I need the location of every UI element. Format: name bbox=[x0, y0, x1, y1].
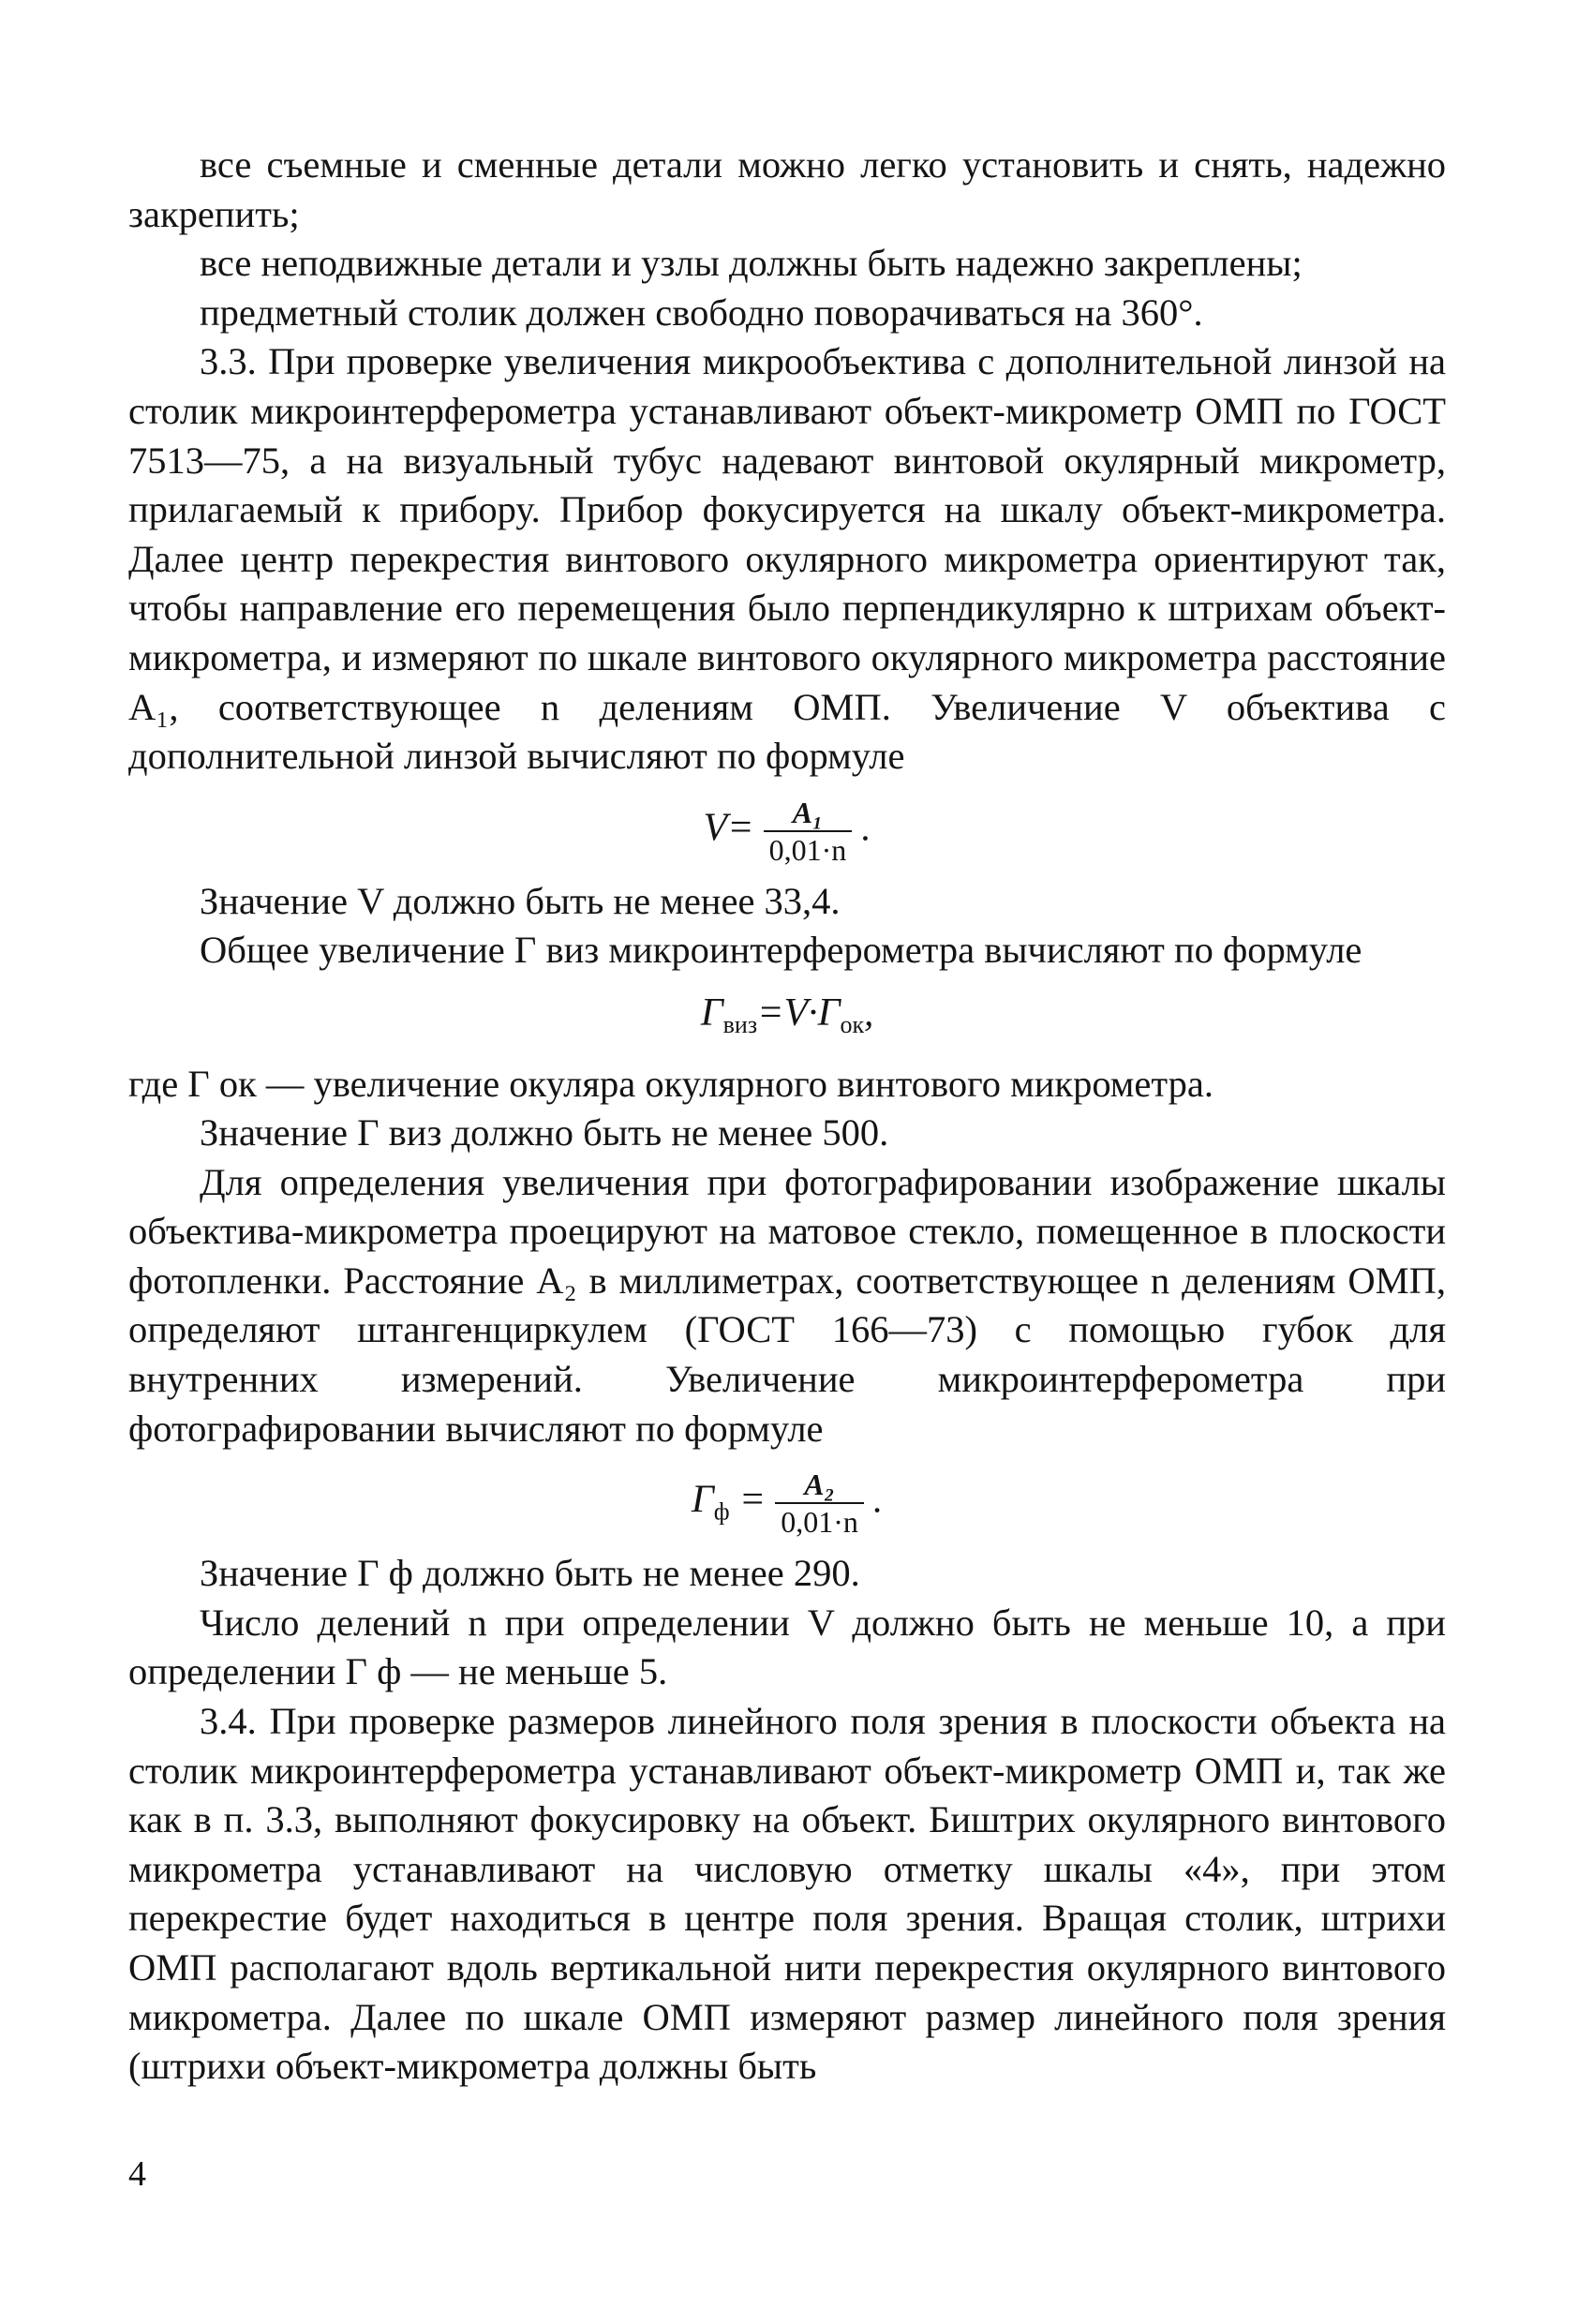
paragraph: 3.4. При проверке размеров линейного поля зрения в плоскости объекта на столик микроинтерферометра устанавливают объект-микрометр ОМП и, так же как в п. 3.3, выполняют фокусировку на объект. Биштрих окулярного винтового микрометра устанавливают на числовую отметку шкалы «4», при этом перекрестие будет находиться в центре поля зрения. Вращая столик, штрихи ОМП располагают вдоль вертикальной нити перекрестия окулярного винтового микрометра. Далее по шкале ОМП измеряют размер линейного поля зрения (штрихи объект-микрометра должны быть bbox=[128, 1700, 1446, 2088]
formula-lhs: V= bbox=[703, 806, 754, 850]
formula-visual-magnification bbox=[128, 989, 1446, 1050]
formula-lhs: Г bbox=[691, 1478, 714, 1522]
page-number: 4 bbox=[128, 2154, 146, 2194]
body-text bbox=[128, 141, 1446, 2092]
fraction bbox=[775, 1467, 864, 1540]
formula-photo-magnification bbox=[128, 1467, 1446, 1540]
fraction-denominator: 0,01·n bbox=[768, 832, 847, 867]
paragraph: Значение V должно быть не менее 33,4. bbox=[200, 879, 841, 922]
formula-tail: . bbox=[861, 806, 871, 849]
formula-subscript: ок bbox=[840, 1010, 865, 1038]
formula-subscript: виз bbox=[722, 1010, 758, 1038]
paragraph: Число делений n при определении V должно быть не меньше 10, а при определении Г ф — не меньше 5. bbox=[128, 1601, 1446, 1693]
formula-magnification-V bbox=[128, 795, 1446, 868]
paragraph: где Г ок — увеличение окуляра окулярного винтового микрометра. bbox=[128, 1062, 1213, 1105]
paragraph: все неподвижные детали и узлы должны быть надежно закреплены; bbox=[200, 242, 1303, 285]
paragraph: 3.3. При проверке увеличения микрообъектива с дополнительной линзой на столик микроинтерферометра устанавливают объект-микрометр ОМП по ГОСТ 7513—75, а на визуальный тубус надевают винтовой окулярный микрометр, прилагаемый к прибору. Прибор фокусируется на шкалу объект-микрометра. Далее центр перекрестия винтового окулярного микрометра ориентируют так, чтобы направление его перемещения было перпендикулярно к штрихам объект-микрометра, и измеряют по шкале винтового окулярного микрометра расстояние A₁, соответствующее n делениям ОМП. Увеличение V объектива с дополнительной линзой вычисляют по формуле bbox=[128, 340, 1446, 778]
paragraph: Значение Г ф должно быть не менее 290. bbox=[200, 1552, 860, 1595]
paragraph: все съемные и сменные детали можно легко установить и снять, надежно закрепить; bbox=[128, 143, 1446, 235]
fraction-numerator: A₂ bbox=[775, 1467, 864, 1504]
formula-tail: , bbox=[864, 991, 874, 1034]
formula-tail: . bbox=[873, 1478, 884, 1521]
formula-subscript: ф bbox=[713, 1497, 730, 1526]
fraction bbox=[764, 795, 853, 868]
fraction-denominator: 0,01·n bbox=[781, 1505, 858, 1540]
paragraph: предметный столик должен свободно поворачиваться на 360°. bbox=[200, 290, 1203, 334]
paragraph: Значение Г виз должно быть не менее 500. bbox=[200, 1111, 889, 1155]
formula-lhs: Г bbox=[700, 991, 723, 1035]
paragraph: Для определения увеличения при фотографировании изображение шкалы объектива-микрометра проецируют на матовое стекло, помещенное в плоскости фотопленки. Расстояние A₂ в миллиметрах, соответствующее n делениям ОМП, определяют штангенциркулем (ГОСТ 166—73) с помощью губок для внутренних измерений. Увеличение микроинтерферометра при фотографировании вычисляют по формуле bbox=[128, 1160, 1446, 1450]
paragraph: Общее увеличение Г виз микроинтерферометра вычисляют по формуле bbox=[200, 929, 1362, 972]
formula-rhs: =V·Г bbox=[757, 991, 841, 1035]
fraction-numerator: A₁ bbox=[764, 795, 853, 832]
formula-equals: = bbox=[738, 1478, 767, 1522]
